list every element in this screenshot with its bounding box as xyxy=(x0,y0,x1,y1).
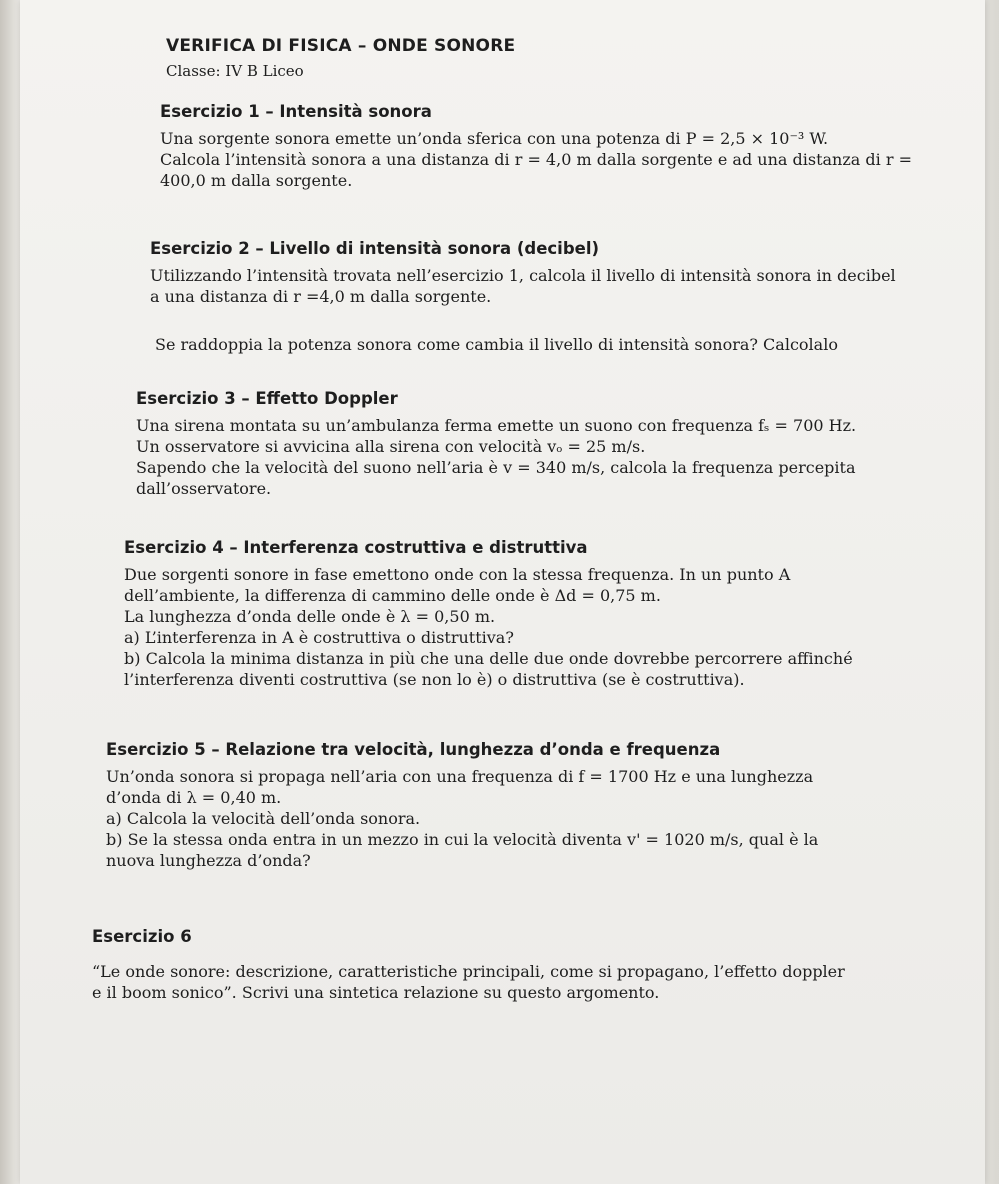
exercise-5-line-1: Un’onda sonora si propaga nell’aria con una frequenza di f = 1700 Hz e una lunghezza xyxy=(106,767,814,786)
exercise-4-line-6: l’interferenza diventi costruttiva (se non lo è) o distruttiva (se è costruttiva). xyxy=(124,670,745,689)
exercise-4-heading: Esercizio 4 – Interferenza costruttiva e distruttiva xyxy=(124,538,588,557)
exercise-4-line-2: dell’ambiente, la differenza di cammino delle onde è Δd = 0,75 m. xyxy=(124,586,661,605)
exercise-3-line-1: Una sirena montata su un’ambulanza ferma emette un suono con frequenza fₛ = 700 Hz. xyxy=(136,416,857,435)
exercise-6-line-2: e il boom sonico”. Scrivi una sintetica relazione su questo argomento. xyxy=(92,983,660,1002)
exercise-1-line-1: Una sorgente sonora emette un’onda sferica con una potenza di P = 2,5 × 10⁻³ W. xyxy=(160,129,829,148)
exercise-6-heading: Esercizio 6 xyxy=(92,927,192,946)
exercise-1-heading: Esercizio 1 – Intensità sonora xyxy=(160,102,432,121)
class-line: Classe: IV B Liceo xyxy=(166,62,304,80)
exercise-5-line-2: d’onda di λ = 0,40 m. xyxy=(106,788,282,807)
exercise-2-line-2: a una distanza di r =4,0 m dalla sorgente. xyxy=(150,287,492,306)
exercise-6-line-1: “Le onde sonore: descrizione, caratteristiche principali, come si propagano, l’effetto doppler xyxy=(92,962,845,981)
exercise-2-extra-line: Se raddoppia la potenza sonora come cambia il livello di intensità sonora? Calcolalo xyxy=(155,335,838,354)
exercise-5-line-4: b) Se la stessa onda entra in un mezzo in cui la velocità diventa v' = 1020 m/s, qual è la xyxy=(106,830,819,849)
exercise-4-line-4: a) L’interferenza in A è costruttiva o distruttiva? xyxy=(124,628,514,647)
exercise-5-line-5: nuova lunghezza d’onda? xyxy=(106,851,311,870)
document-title: VERIFICA DI FISICA – ONDE SONORE xyxy=(166,36,516,56)
exercise-1-line-3: 400,0 m dalla sorgente. xyxy=(160,171,353,190)
exercise-2-line-1: Utilizzando l’intensità trovata nell’esercizio 1, calcola il livello di intensità sonora in decibel xyxy=(150,266,896,285)
exercise-4-line-1: Due sorgenti sonore in fase emettono onde con la stessa frequenza. In un punto A xyxy=(124,565,791,584)
exercise-5-line-3: a) Calcola la velocità dell’onda sonora. xyxy=(106,809,421,828)
exercise-3-line-2: Un osservatore si avvicina alla sirena con velocità vₒ = 25 m/s. xyxy=(136,437,646,456)
exercise-3 xyxy=(136,388,856,499)
exercise-2 xyxy=(150,238,896,307)
exercise-4 xyxy=(124,537,853,690)
exercise-2-extra xyxy=(155,334,838,355)
exercise-5-heading: Esercizio 5 – Relazione tra velocità, lunghezza d’onda e frequenza xyxy=(106,740,721,759)
exercise-3-line-3: Sapendo che la velocità del suono nell’aria è v = 340 m/s, calcola la frequenza percepita xyxy=(136,458,856,477)
exercise-3-line-4: dall’osservatore. xyxy=(136,479,272,498)
exercise-1 xyxy=(160,101,912,191)
exercise-2-heading: Esercizio 2 – Livello di intensità sonora (decibel) xyxy=(150,239,600,258)
exercise-4-line-5: b) Calcola la minima distanza in più che una delle due onde dovrebbe percorrere affinché xyxy=(124,649,853,668)
exercise-3-heading: Esercizio 3 – Effetto Doppler xyxy=(136,389,398,408)
exercise-1-line-2: Calcola l’intensità sonora a una distanza di r = 4,0 m dalla sorgente e ad una distanza di r = xyxy=(160,150,912,169)
exercise-5 xyxy=(106,739,818,871)
exercise-6 xyxy=(92,926,845,1003)
exercise-4-line-3: La lunghezza d’onda delle onde è λ = 0,50 m. xyxy=(124,607,496,626)
